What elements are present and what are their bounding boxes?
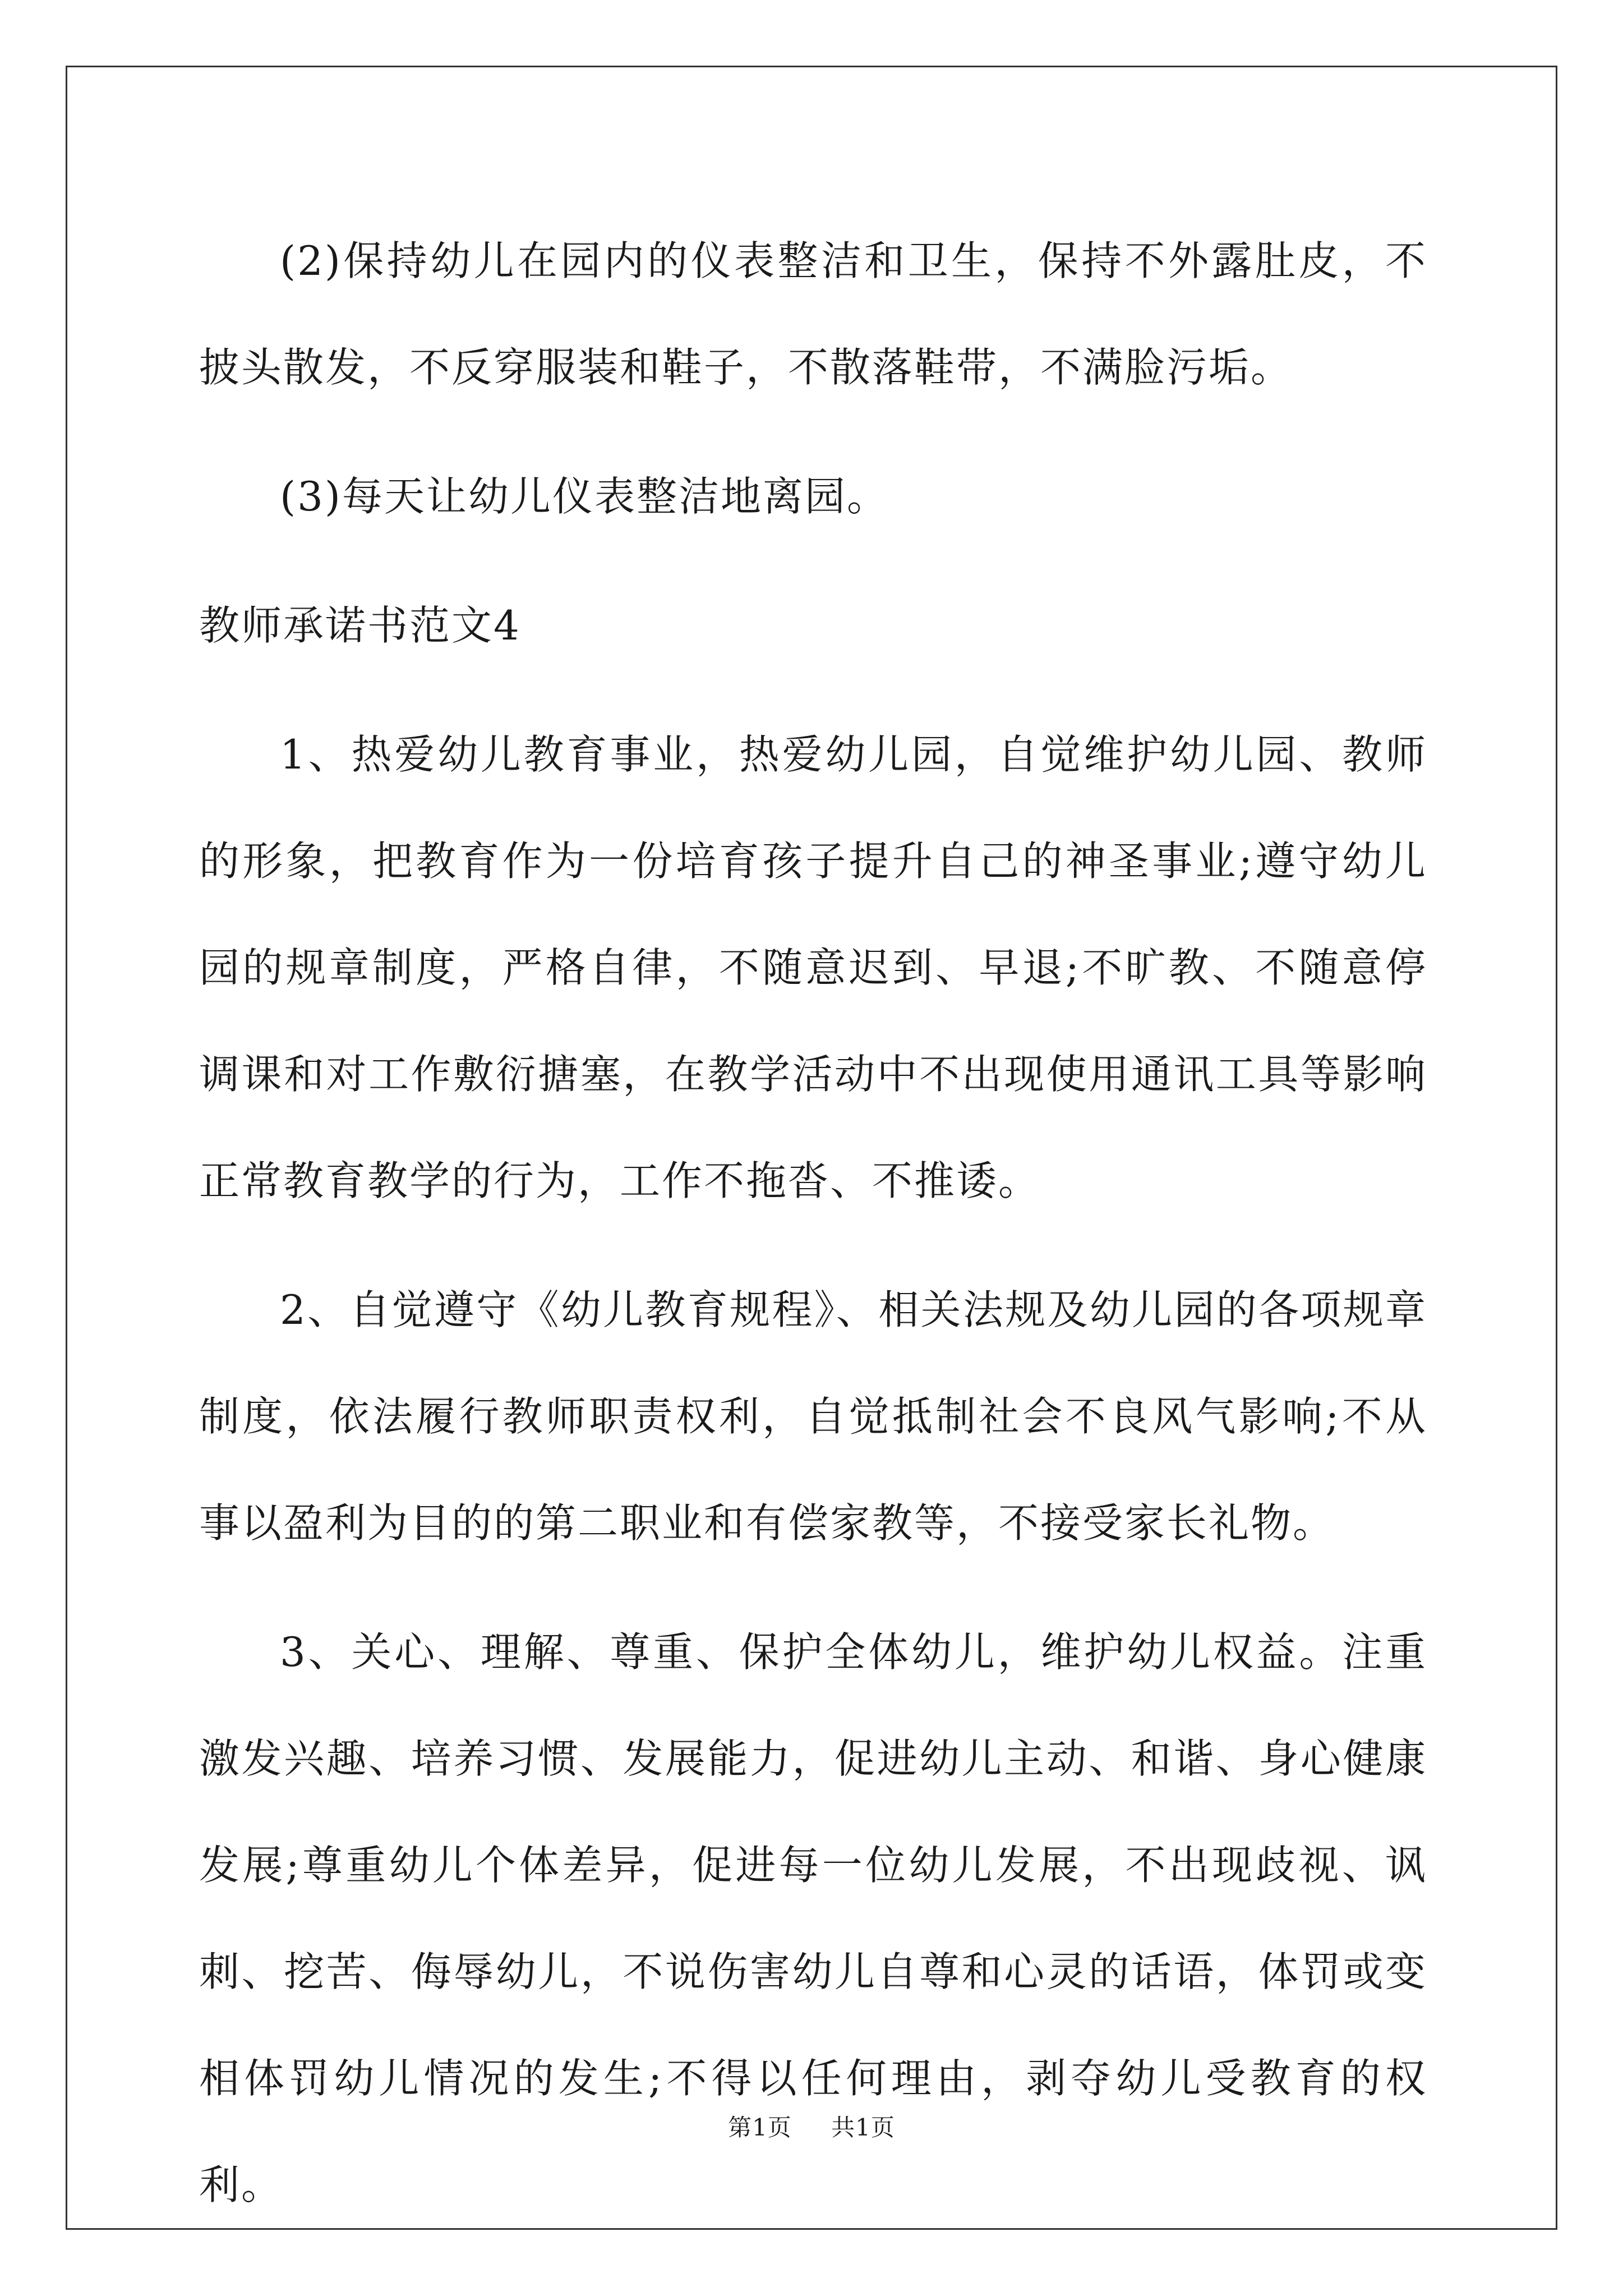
document-body <box>199 208 1427 2238</box>
paragraph-point-3: 3、关心、理解、尊重、保护全体幼儿，维护幼儿权益。注重激发兴趣、培养习惯、发展能力，促进幼儿主动、和谐、身心健康发展;尊重幼儿个体差异，促进每一位幼儿发展，不出现歧视、讽刺、挖苦、侮辱幼儿，不说伤害幼儿自尊和心灵的话语，体罚或变相体罚幼儿情况的发生;不得以任何理由，剥夺幼儿受教育的权利。 <box>199 1628 1427 2208</box>
paragraph-point-2: 2、自觉遵守《幼儿教育规程》、相关法规及幼儿园的各项规章制度，依法履行教师职责权利，自觉抵制社会不良风气影响;不从事以盈利为目的的第二职业和有偿家教等，不接受家长礼物。 <box>199 1286 1427 1547</box>
paragraph-item-3: (3)每天让幼儿仪表整洁地离园。 <box>280 473 889 520</box>
page-number-total: 共1页 <box>831 2114 895 2141</box>
section-heading: 教师承诺书范文4 <box>199 602 521 649</box>
paragraph-item-2: (2)保持幼儿在园内的仪表整洁和卫生，保持不外露肚皮，不披头散发，不反穿服装和鞋子，不散落鞋带，不满脸污垢。 <box>199 237 1427 391</box>
page-number-current: 第1页 <box>728 2114 792 2141</box>
page-footer <box>0 2109 1623 2143</box>
paragraph-point-1: 1、热爱幼儿教育事业，热爱幼儿园，自觉维护幼儿园、教师的形象，把教育作为一份培育孩子提升自己的神圣事业;遵守幼儿园的规章制度，严格自律，不随意迟到、早退;不旷教、不随意停调课和对工作敷衍搪塞，在教学活动中不出现使用通讯工具等影响正常教育教学的行为，工作不拖沓、不推诿。 <box>199 731 1427 1204</box>
